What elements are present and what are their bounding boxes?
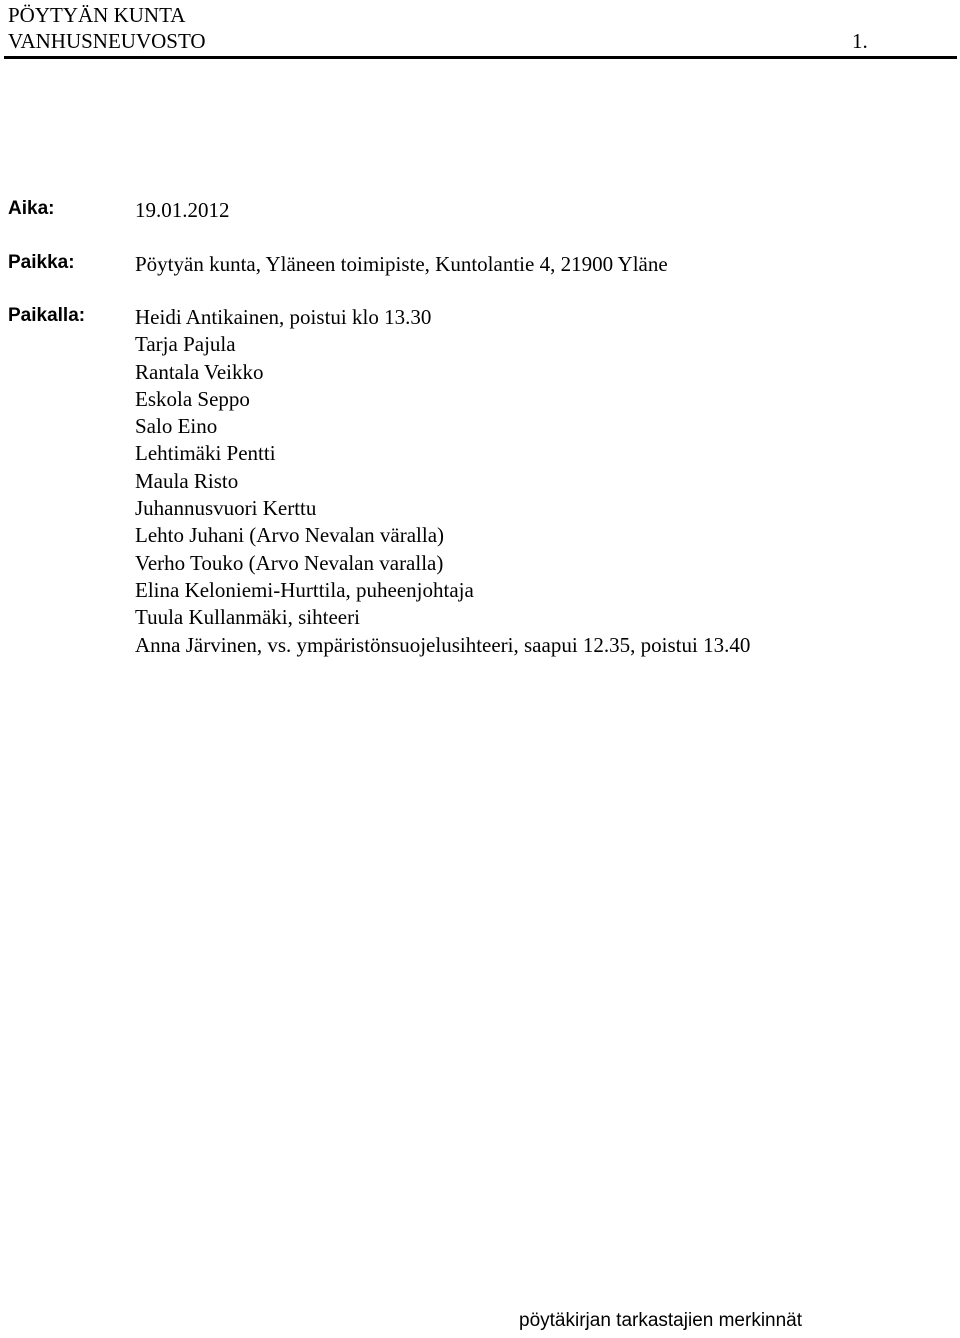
attendee-item: Salo Eino xyxy=(135,414,218,439)
attendee-item: Juhannusvuori Kerttu xyxy=(135,496,317,521)
attendee-item: Lehtimäki Pentti xyxy=(135,441,276,466)
attendee-item: Anna Järvinen, vs. ympäristönsuojelusihteeri, saapui 12.35, poistui 13.40 xyxy=(135,632,751,657)
time-label: Aika: xyxy=(8,198,55,219)
present-label: Paikalla: xyxy=(8,305,86,326)
document-header xyxy=(8,2,954,54)
footer-note: pöytäkirjan tarkastajien merkinnät xyxy=(519,1310,803,1331)
body-name: VANHUSNEUVOSTO xyxy=(8,29,206,53)
place-value: Pöytyän kunta, Yläneen toimipiste, Kuntolantie 4, 21900 Yläne xyxy=(135,252,668,276)
attendee-item: Tarja Pajula xyxy=(135,332,236,357)
attendee-item: Rantala Veikko xyxy=(135,359,264,384)
place-label: Paikka: xyxy=(8,252,75,273)
page-number: 1. xyxy=(852,29,868,53)
attendee-item: Verho Touko (Arvo Nevalan varalla) xyxy=(135,550,444,575)
attendee-item: Maula Risto xyxy=(135,468,239,493)
time-value: 19.01.2012 xyxy=(135,198,230,222)
attendee-item: Eskola Seppo xyxy=(135,386,250,411)
attendee-item: Lehto Juhani (Arvo Nevalan väralla) xyxy=(135,523,445,548)
attendee-list xyxy=(135,304,750,659)
header-divider xyxy=(4,56,957,59)
attendee-item: Heidi Antikainen, poistui klo 13.30 xyxy=(135,305,432,329)
attendee-item: Tuula Kullanmäki, sihteeri xyxy=(135,605,360,630)
attendee-item: Elina Keloniemi-Hurttila, puheenjohtaja xyxy=(135,577,474,602)
organization-name: PÖYTYÄN KUNTA xyxy=(8,3,186,27)
